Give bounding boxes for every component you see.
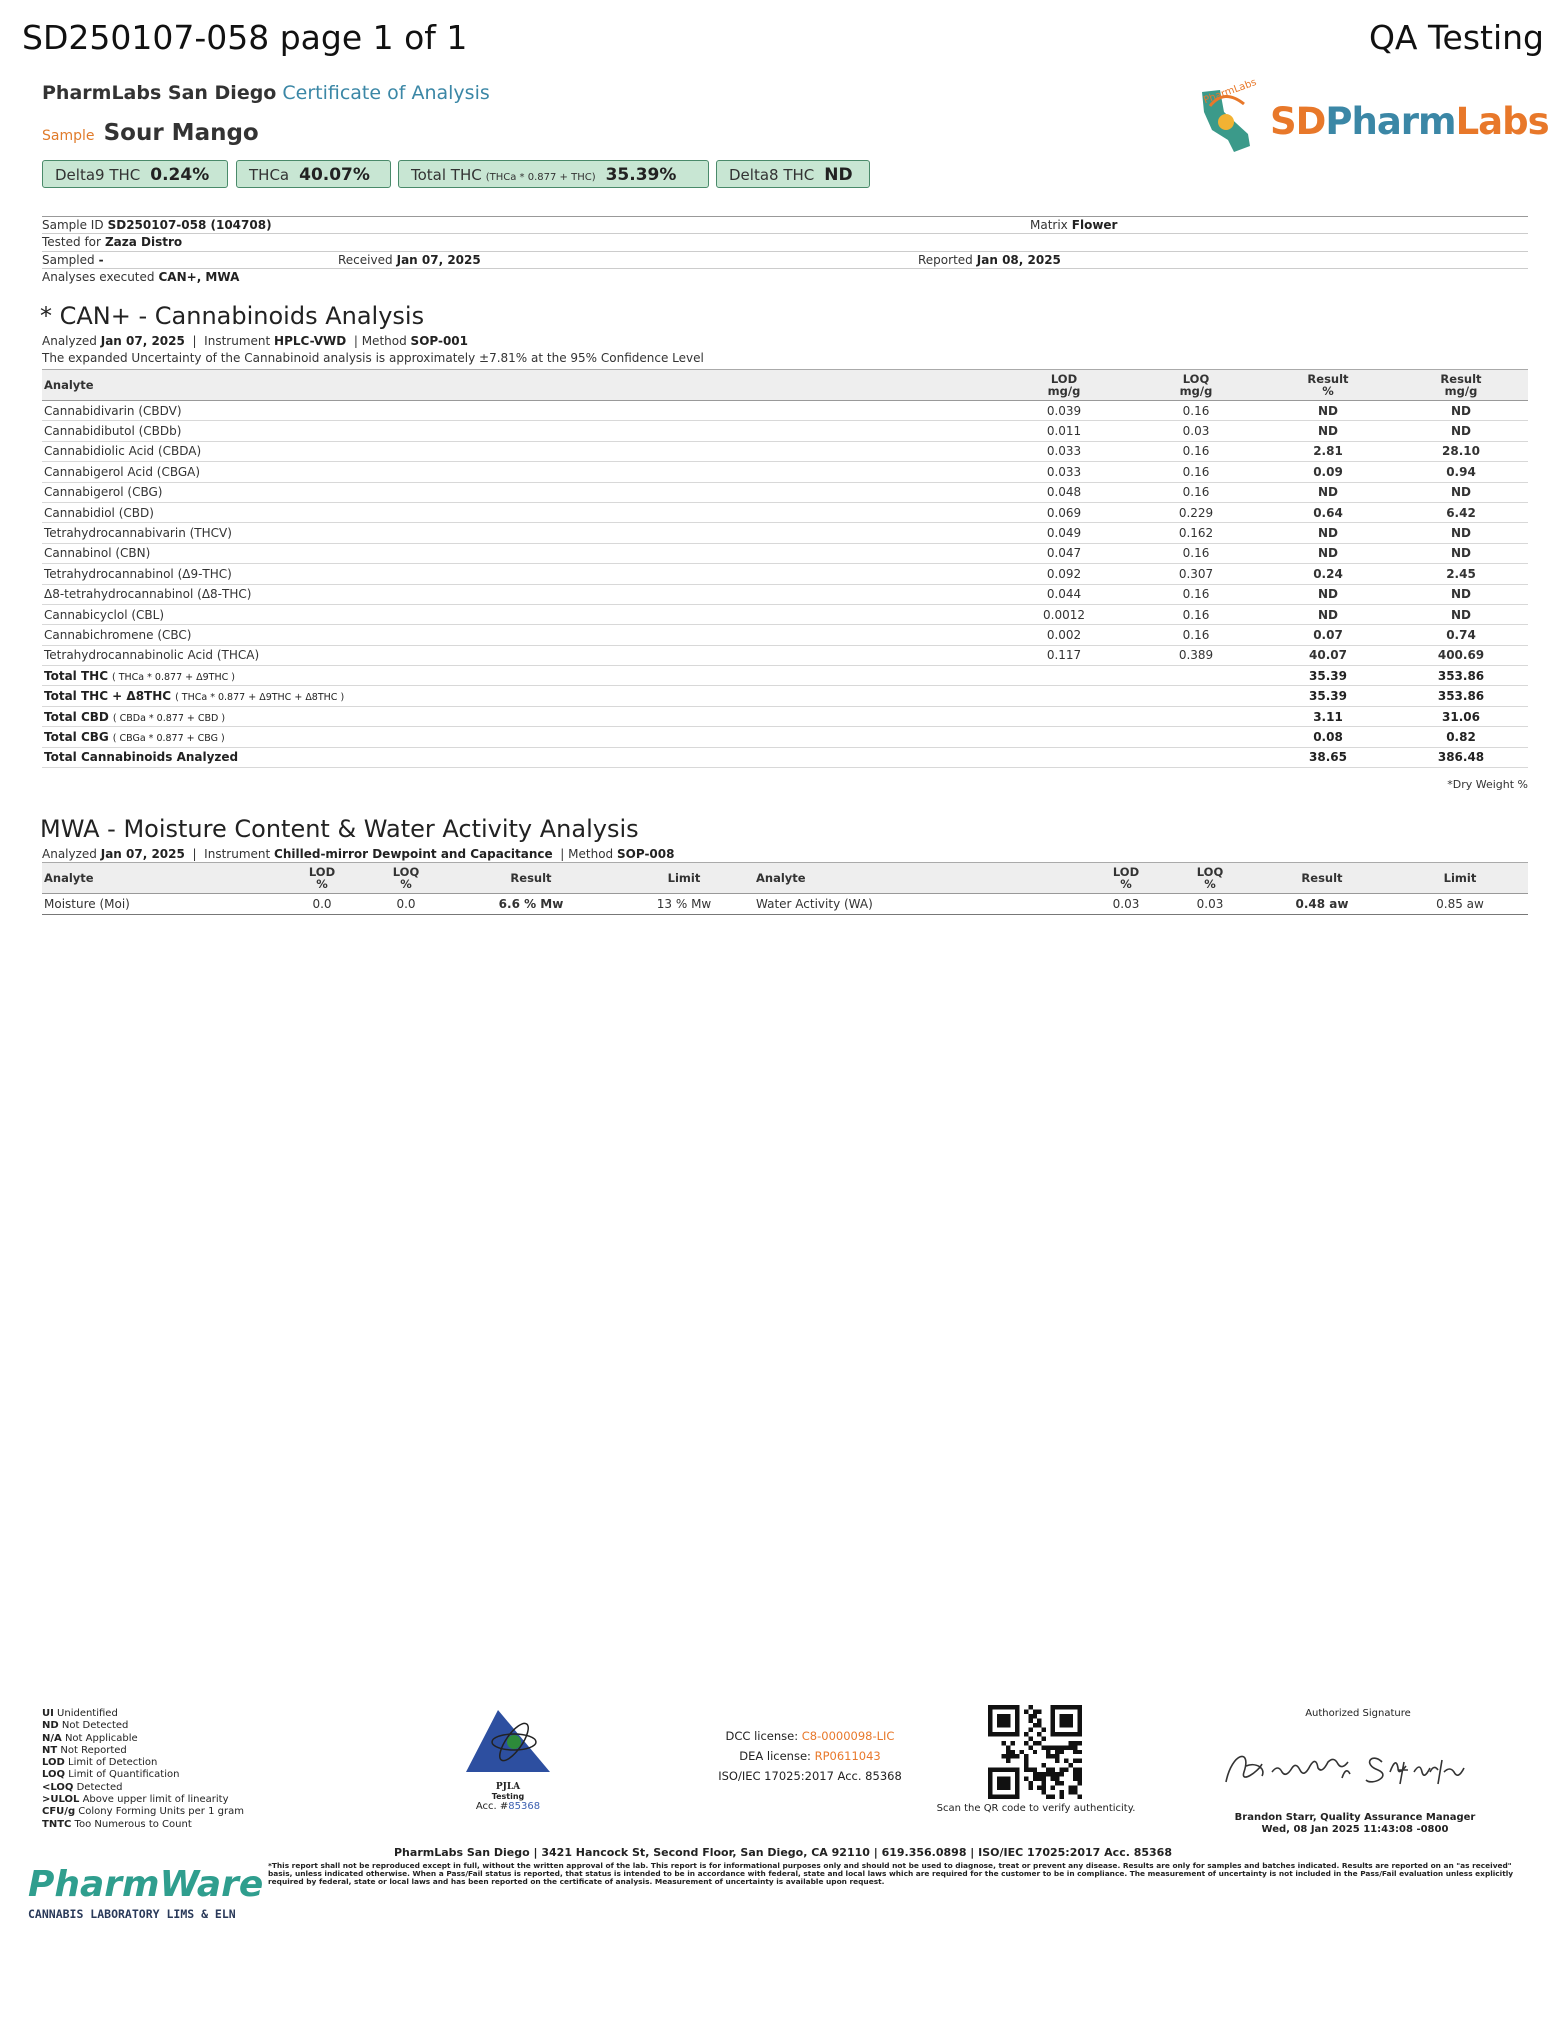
cell-lod: 0.044	[998, 584, 1130, 604]
cell-loq: 0.389	[1130, 645, 1262, 665]
legend-meaning: Not Reported	[60, 1744, 127, 1756]
cell-loq: 0.16	[1130, 604, 1262, 624]
cell-result-mg: 6.42	[1394, 502, 1528, 522]
legend-item	[42, 1720, 244, 1732]
empty-cell	[1130, 706, 1262, 726]
logo-sd: SD	[1270, 100, 1326, 143]
pjla-logo-icon	[458, 1706, 558, 1778]
pjla-badge	[458, 1706, 558, 1812]
sampled	[42, 253, 104, 267]
total-result-mg: 353.86	[1394, 666, 1528, 686]
analyses-value: CAN+, MWA	[158, 270, 240, 284]
pjla-testing: Testing	[491, 1792, 525, 1801]
matrix-label: Matrix	[1030, 218, 1068, 232]
info-divider	[42, 251, 1528, 252]
instrument-label: Instrument	[204, 334, 271, 348]
analyses-executed	[42, 270, 239, 284]
signer-block	[1200, 1812, 1510, 1836]
qa-testing-label: QA Testing	[1368, 18, 1544, 57]
cell-loq: 0.162	[1130, 523, 1262, 543]
cell-analyte: Cannabigerol (CBG)	[42, 482, 998, 502]
total-thc-label: Total THC	[411, 166, 482, 184]
cell-result-mg: ND	[1394, 604, 1528, 624]
legend-meaning: Above upper limit of linearity	[82, 1794, 229, 1806]
empty-cell	[998, 686, 1130, 706]
cell-result-pct: ND	[1262, 604, 1394, 624]
total-result-pct: 35.39	[1262, 686, 1394, 706]
col-result: Result	[1301, 871, 1343, 885]
tested-for	[42, 235, 182, 249]
thca-label: THCa	[249, 166, 290, 184]
instrument-value: HPLC-VWD	[274, 334, 347, 348]
cell-loq: 0.16	[1130, 401, 1262, 421]
table-row	[42, 894, 1528, 915]
cell-analyte: Tetrahydrocannabinolic Acid (THCA)	[42, 645, 998, 665]
lab-name-line	[42, 82, 490, 104]
cell-result-pct: ND	[1262, 523, 1394, 543]
total-label	[42, 666, 998, 686]
cell-analyte: Cannabicyclol (CBL)	[42, 604, 998, 624]
analyses-label: Analyses executed	[42, 270, 155, 284]
uncertainty-note: The expanded Uncertainty of the Cannabinoid analysis is approximately ±7.81% at the 95% Confidence Level	[42, 351, 704, 365]
total-row	[42, 727, 1528, 747]
empty-cell	[998, 706, 1130, 726]
delta9-label: Delta9 THC	[55, 166, 141, 184]
table-row	[42, 462, 1528, 482]
sample-id-value: SD250107-058 (104708)	[107, 218, 272, 232]
thca-value: 40.07%	[299, 165, 370, 185]
legend-item	[42, 1708, 244, 1720]
total-thc-value: 35.39%	[605, 165, 677, 185]
sampled-value: -	[98, 253, 104, 267]
cell-analyte: Moisture (Moi)	[42, 894, 280, 915]
empty-cell	[998, 727, 1130, 747]
cell-loq: 0.16	[1130, 482, 1262, 502]
col-header: Result mg/g	[1440, 372, 1482, 398]
cell-result-pct: 40.07	[1262, 645, 1394, 665]
table-header	[42, 370, 1528, 401]
pharmware-logo	[28, 1856, 264, 1926]
cell-result-mg: ND	[1394, 421, 1528, 441]
col-limit: Limit	[1443, 871, 1477, 885]
cannabinoids-meta: Analyzed Jan 07, 2025 | Instrument HPLC-VWD | Method SOP-001	[42, 334, 469, 348]
total-formula: ( THCa * 0.877 + Δ9THC + Δ8THC )	[175, 692, 345, 704]
delta8-pill	[716, 160, 870, 188]
cell-lod: 0.039	[998, 401, 1130, 421]
cell-lod: 0.033	[998, 441, 1130, 461]
total-result-mg: 31.06	[1394, 706, 1528, 726]
total-name: Total Cannabinoids Analyzed	[44, 750, 239, 765]
table-row	[42, 604, 1528, 624]
legend-meaning: Not Applicable	[64, 1732, 138, 1744]
col-analyte: Analyte	[756, 871, 806, 885]
legend-abbr: UI	[42, 1708, 54, 1719]
dcc-number: C8-0000098-LIC	[801, 1729, 895, 1743]
thca-pill	[236, 160, 391, 188]
analyzed-label: Analyzed	[42, 847, 97, 861]
cell-lod: 0.011	[998, 421, 1130, 441]
col-lod: LOD %	[308, 865, 336, 891]
iso-accreditation: ISO/IEC 17025:2017 Acc. 85368	[718, 1769, 902, 1783]
method-value: SOP-001	[410, 334, 469, 348]
cell-result-pct: ND	[1262, 401, 1394, 421]
empty-cell	[1130, 686, 1262, 706]
pjla-acc	[458, 1801, 558, 1812]
total-name: Total THC + Δ8THC	[44, 689, 172, 704]
sample-label: Sample	[42, 128, 95, 144]
col-analyte: Analyte	[44, 871, 94, 885]
cell-analyte: Tetrahydrocannabinol (Δ9-THC)	[42, 564, 998, 584]
info-divider	[42, 233, 1528, 234]
cell-analyte: Cannabinol (CBN)	[42, 543, 998, 563]
coa-title: Certificate of Analysis	[282, 82, 490, 104]
cell-result-mg: 0.74	[1394, 625, 1528, 645]
reported	[918, 253, 1061, 267]
sample-id	[42, 218, 272, 232]
total-thc-pill	[398, 160, 709, 188]
legend-abbr: NT	[42, 1744, 58, 1756]
pharmware-tagline: CANNABIS LABORATORY LIMS & ELN	[28, 1907, 236, 1921]
cell-loq: 0.03	[1168, 894, 1252, 915]
info-divider	[42, 216, 1528, 217]
cell-result-mg: 2.45	[1394, 564, 1528, 584]
cell-result-mg: ND	[1394, 401, 1528, 421]
cell-analyte: Tetrahydrocannabivarin (THCV)	[42, 523, 998, 543]
authorized-signature-label: Authorized Signature	[1305, 1708, 1411, 1719]
dry-weight-note: *Dry Weight %	[1447, 778, 1528, 791]
legend-abbr: LOD	[42, 1757, 65, 1769]
cannabinoids-table	[42, 369, 1528, 768]
dcc-license	[690, 1726, 930, 1746]
cell-lod: 0.002	[998, 625, 1130, 645]
total-row	[42, 747, 1528, 767]
total-thc-note: (THCa * 0.877 + THC)	[485, 172, 596, 183]
total-label	[42, 747, 998, 767]
empty-cell	[1130, 727, 1262, 747]
table-row	[42, 482, 1528, 502]
cell-loq: 0.0	[364, 894, 448, 915]
legend-abbr: ND	[42, 1720, 59, 1732]
legend-abbr: >ULOL	[42, 1794, 80, 1806]
cell-analyte: Water Activity (WA)	[754, 894, 1084, 915]
mwa-table	[42, 862, 1528, 915]
cell-result-pct: ND	[1262, 482, 1394, 502]
lab-name: PharmLabs San Diego	[42, 82, 277, 104]
legend-meaning: Unidentified	[57, 1708, 118, 1719]
received	[338, 253, 481, 267]
license-block	[690, 1726, 930, 1786]
total-label	[42, 727, 998, 747]
cell-lod: 0.069	[998, 502, 1130, 522]
delta8-value: ND	[824, 165, 853, 185]
cell-result-mg: ND	[1394, 482, 1528, 502]
legend-meaning: Limit of Quantification	[68, 1769, 180, 1781]
cell-loq: 0.03	[1130, 421, 1262, 441]
cell-analyte: Cannabidibutol (CBDb)	[42, 421, 998, 441]
legend-meaning: Not Detected	[61, 1720, 129, 1732]
dea-label: DEA license:	[739, 1749, 811, 1763]
cell-result-mg: ND	[1394, 543, 1528, 563]
cell-lod: 0.047	[998, 543, 1130, 563]
table-row	[42, 543, 1528, 563]
legend-meaning: Detected	[76, 1781, 123, 1793]
reported-label: Reported	[918, 253, 973, 267]
col-loq: LOQ %	[392, 865, 420, 891]
received-label: Received	[338, 253, 393, 267]
cell-result-pct: 0.07	[1262, 625, 1394, 645]
abbreviation-legend	[42, 1708, 244, 1831]
legend-item	[42, 1819, 244, 1831]
legend-meaning: Limit of Detection	[68, 1757, 158, 1769]
col-loq: LOQ %	[1196, 865, 1224, 891]
cell-analyte: Cannabichromene (CBC)	[42, 625, 998, 645]
total-formula: ( THCa * 0.877 + Δ9THC )	[112, 671, 235, 683]
legend-abbr: LOQ	[42, 1769, 66, 1781]
sampled-label: Sampled	[42, 253, 95, 267]
legend-meaning: Too Numerous to Count	[74, 1818, 192, 1830]
table-row	[42, 502, 1528, 522]
legend-item	[42, 1806, 244, 1818]
legend-item	[42, 1733, 244, 1745]
cell-loq: 0.16	[1130, 441, 1262, 461]
info-divider	[42, 268, 1528, 269]
matrix-value: Flower	[1071, 218, 1118, 232]
table-row	[42, 564, 1528, 584]
col-result: Result	[510, 871, 552, 885]
cell-result-pct: 0.24	[1262, 564, 1394, 584]
logo-labs: Labs	[1455, 100, 1549, 143]
cell-lod: 0.033	[998, 462, 1130, 482]
dcc-label: DCC license:	[725, 1729, 799, 1743]
logo-arc-text: PharmLabs	[1202, 76, 1259, 107]
empty-cell	[1130, 747, 1262, 767]
total-result-pct: 0.08	[1262, 727, 1394, 747]
mwa-title: MWA - Moisture Content & Water Activity Analysis	[40, 815, 639, 843]
cell-loq: 0.16	[1130, 543, 1262, 563]
cell-result-pct: 2.81	[1262, 441, 1394, 461]
pharmware-wordmark: PharmWare	[28, 1864, 264, 1905]
total-name: Total THC	[44, 668, 108, 683]
legend-item	[42, 1794, 244, 1806]
pjla-text: PJLA	[495, 1782, 521, 1792]
cell-analyte: Cannabidiolic Acid (CBDA)	[42, 441, 998, 461]
total-result-pct: 35.39	[1262, 666, 1394, 686]
cell-result-pct: ND	[1262, 543, 1394, 563]
table-row	[42, 523, 1528, 543]
sample-line	[42, 120, 259, 146]
legend-item	[42, 1745, 244, 1757]
analyzed-date: Jan 07, 2025	[100, 847, 185, 861]
cell-limit: 0.85 aw	[1392, 894, 1528, 915]
table-row	[42, 645, 1528, 665]
empty-cell	[1130, 666, 1262, 686]
col-limit: Limit	[667, 871, 701, 885]
table-header	[42, 863, 1528, 894]
total-label	[42, 706, 998, 726]
delta9-value: 0.24%	[150, 165, 210, 185]
instrument-value: Chilled-mirror Dewpoint and Capacitance	[274, 847, 553, 861]
total-formula: ( CBGa * 0.877 + CBG )	[112, 732, 225, 744]
california-map-icon	[1190, 76, 1270, 162]
total-name: Total CBD	[44, 709, 109, 724]
cell-result: 0.48 aw	[1252, 894, 1392, 915]
cell-lod: 0.03	[1084, 894, 1168, 915]
cell-loq: 0.16	[1130, 462, 1262, 482]
cell-result-mg: ND	[1394, 523, 1528, 543]
cell-result-pct: ND	[1262, 421, 1394, 441]
cell-analyte: Cannabigerol Acid (CBGA)	[42, 462, 998, 482]
total-formula: ( CBDa * 0.877 + CBD )	[112, 712, 226, 724]
matrix	[1030, 218, 1117, 232]
analyzed-date: Jan 07, 2025	[100, 334, 185, 348]
table-row	[42, 421, 1528, 441]
table-row	[42, 401, 1528, 421]
lab-address: PharmLabs San Diego | 3421 Hancock St, Second Floor, San Diego, CA 92110 | 619.356.0898 | ISO/IEC 17025:2017 Acc. 85368	[394, 1846, 1172, 1859]
logo-wordmark	[1270, 100, 1549, 143]
qr-caption: Scan the QR code to verify authenticity.	[936, 1803, 1136, 1814]
legend-meaning: Colony Forming Units per 1 gram	[78, 1806, 244, 1818]
mwa-meta: Analyzed Jan 07, 2025 | Instrument Chilled-mirror Dewpoint and Capacitance | Method SOP-008	[42, 847, 675, 861]
legend-abbr: CFU/g	[42, 1806, 76, 1818]
legend-abbr: <LOQ	[42, 1781, 74, 1793]
delta9-pill	[42, 160, 228, 188]
total-row	[42, 706, 1528, 726]
cell-lod: 0.117	[998, 645, 1130, 665]
sdpharmlabs-logo	[1190, 76, 1549, 162]
total-result-mg: 0.82	[1394, 727, 1528, 747]
cell-analyte: Cannabidivarin (CBDV)	[42, 401, 998, 421]
cell-loq: 0.16	[1130, 584, 1262, 604]
legend-item	[42, 1757, 244, 1769]
legend-abbr: N/A	[42, 1732, 62, 1744]
disclaimer: *This report shall not be reproduced except in full, without the written approval of the lab. This report is for informational purposes only and should not be used to diagnose, treat or prevent any disease. Results are only for samples and batches indicated. Results are reported on an "as received" basis, unless indicated otherwise. When a Pass/Fail status is reported, that status is intended to be in accordance with federal, state and local laws which are required for the customer to be in compliance. The measurement of uncertainty is not included in the Pass/Fail evaluation unless explicitly required by federal, state or local laws and has been reported on the certificate of analysis. Measurement of uncertainty is available upon request.	[268, 1861, 1514, 1886]
cell-result-mg: ND	[1394, 584, 1528, 604]
cell-lod: 0.049	[998, 523, 1130, 543]
legend-item	[42, 1782, 244, 1794]
total-result-pct: 3.11	[1262, 706, 1394, 726]
dea-license	[690, 1746, 930, 1766]
legend-abbr: TNTC	[42, 1818, 72, 1830]
signature-image	[1222, 1742, 1492, 1792]
analyzed-label: Analyzed	[42, 334, 97, 348]
method-label: Method	[361, 334, 407, 348]
cell-result-pct: ND	[1262, 584, 1394, 604]
dea-number: RP0611043	[814, 1749, 881, 1763]
cell-result-mg: 400.69	[1394, 645, 1528, 665]
cell-lod: 0.048	[998, 482, 1130, 502]
cell-loq: 0.229	[1130, 502, 1262, 522]
cannabinoids-title: * CAN+ - Cannabinoids Analysis	[40, 302, 425, 330]
col-header: LOQ mg/g	[1179, 372, 1213, 398]
total-name: Total CBG	[44, 729, 109, 744]
pjla-acc-number: 85368	[508, 1801, 541, 1812]
total-label	[42, 686, 998, 706]
table-row	[42, 584, 1528, 604]
total-result-pct: 38.65	[1262, 747, 1394, 767]
total-row	[42, 686, 1528, 706]
cell-result-pct: 0.64	[1262, 502, 1394, 522]
total-result-mg: 386.48	[1394, 747, 1528, 767]
pjla-acc-label: Acc. #	[475, 1801, 509, 1812]
cell-loq: 0.307	[1130, 564, 1262, 584]
logo-pharm: Pharm	[1325, 100, 1456, 143]
method-value: SOP-008	[617, 847, 675, 861]
delta8-label: Delta8 THC	[729, 166, 815, 184]
col-header: Result %	[1307, 372, 1349, 398]
cell-result-pct: 0.09	[1262, 462, 1394, 482]
tested-for-value: Zaza Distro	[104, 235, 183, 249]
col-header: LOD mg/g	[1047, 372, 1081, 398]
received-value: Jan 07, 2025	[396, 253, 481, 267]
cell-limit: 13 % Mw	[614, 894, 754, 915]
empty-cell	[998, 666, 1130, 686]
legend-item	[42, 1769, 244, 1781]
signed-at: Wed, 08 Jan 2025 11:43:08 -0800	[1261, 1824, 1449, 1835]
empty-cell	[998, 747, 1130, 767]
col-header: Analyte	[44, 378, 94, 392]
cell-lod: 0.092	[998, 564, 1130, 584]
method-label: Method	[568, 847, 614, 861]
cell-lod: 0.0	[280, 894, 364, 915]
cell-result-mg: 0.94	[1394, 462, 1528, 482]
total-result-mg: 353.86	[1394, 686, 1528, 706]
reported-value: Jan 08, 2025	[976, 253, 1061, 267]
table-row	[42, 441, 1528, 461]
cell-analyte: Δ8-tetrahydrocannabinol (Δ8-THC)	[42, 584, 998, 604]
qr-code-icon[interactable]	[988, 1705, 1082, 1799]
col-lod: LOD %	[1112, 865, 1140, 891]
tested-for-label: Tested for	[42, 235, 101, 249]
cell-analyte: Cannabidiol (CBD)	[42, 502, 998, 522]
report-id: SD250107-058 page 1 of 1	[22, 18, 468, 57]
cell-loq: 0.16	[1130, 625, 1262, 645]
cell-result-mg: 28.10	[1394, 441, 1528, 461]
sample-name: Sour Mango	[103, 120, 259, 146]
cell-lod: 0.0012	[998, 604, 1130, 624]
cell-result: 6.6 % Mw	[448, 894, 614, 915]
total-row	[42, 666, 1528, 686]
instrument-label: Instrument	[204, 847, 271, 861]
table-row	[42, 625, 1528, 645]
sample-id-label: Sample ID	[42, 218, 104, 232]
signer-name: Brandon Starr, Quality Assurance Manager	[1234, 1812, 1476, 1823]
